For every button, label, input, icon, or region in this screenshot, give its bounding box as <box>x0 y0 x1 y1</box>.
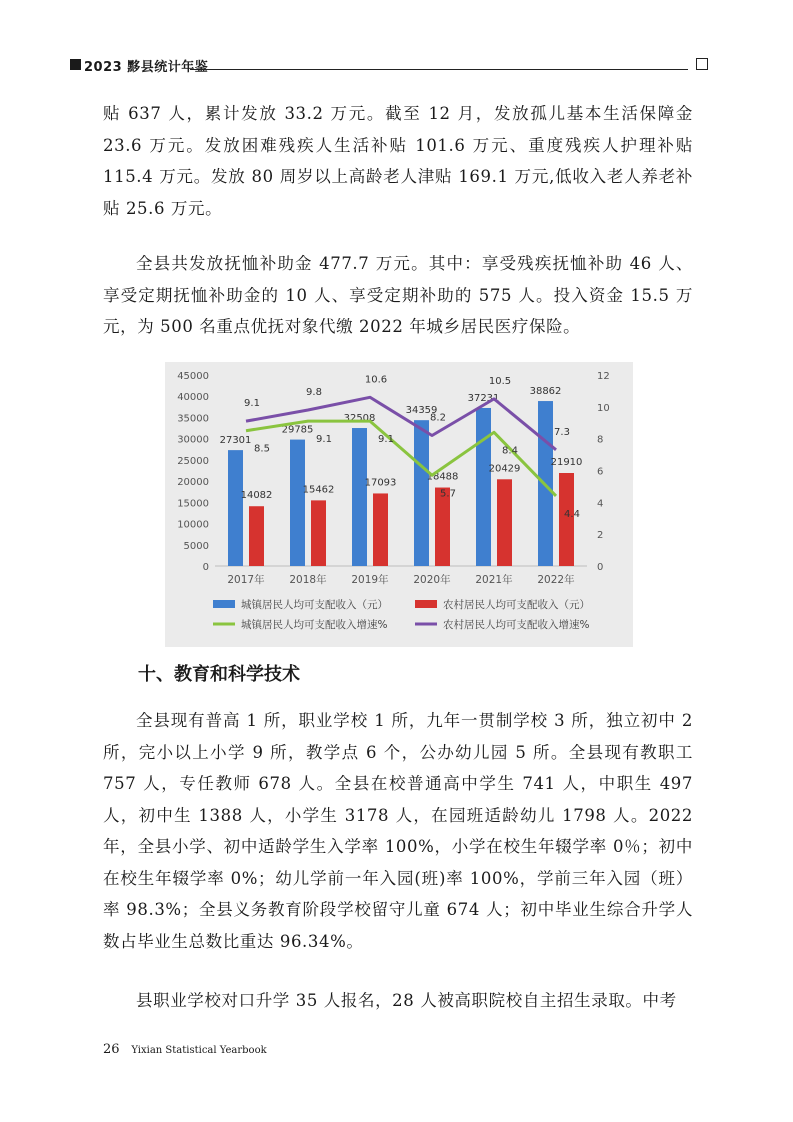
page-number: 26 <box>103 1042 120 1057</box>
legend-rural-income-label: 农村居民人均可支配收入（元） <box>443 599 590 611</box>
paragraph-4: 县职业学校对口升学 35 人报名，28 人被高职院校自主招生录取。中考 <box>136 991 677 1010</box>
legend-urban-income-label: 城镇居民人均可支配收入（元） <box>241 599 388 611</box>
urban-growth-data-label: 8.5 <box>254 443 270 455</box>
rural-growth-data-label: 9.8 <box>306 387 322 399</box>
x-axis-tick-label: 2020年 <box>413 574 451 586</box>
rural-income-bar <box>435 488 450 566</box>
rural-income-bar <box>249 506 264 566</box>
rural-income-data-label: 18488 <box>426 471 459 483</box>
right-axis-tick-label: 12 <box>597 371 610 382</box>
urban-income-data-label: 32508 <box>343 413 376 425</box>
urban-income-bar <box>414 420 429 566</box>
urban-income-data-label: 38862 <box>529 386 562 398</box>
left-axis-tick-label: 15000 <box>177 498 209 510</box>
x-axis-tick-label: 2018年 <box>289 574 327 586</box>
x-axis-tick-label: 2019年 <box>351 574 389 586</box>
rural-income-data-label: 21910 <box>550 457 583 469</box>
rural-income-bar <box>497 479 512 566</box>
x-axis-tick-label: 2021年 <box>475 574 513 586</box>
left-axis-tick-label: 20000 <box>177 477 209 489</box>
legend-urban-growth-label: 城镇居民人均可支配收入增速% <box>241 619 388 631</box>
left-axis-tick-label: 35000 <box>177 413 209 425</box>
urban-income-data-label: 34359 <box>405 405 438 417</box>
urban-income-bar <box>290 440 305 566</box>
right-axis-tick-label: 0 <box>597 562 604 573</box>
urban-growth-data-label: 8.4 <box>502 445 518 457</box>
header-title: 2023 黟县统计年鉴 <box>84 60 209 75</box>
right-axis-tick-label: 10 <box>597 402 610 414</box>
header-square-icon <box>70 59 81 70</box>
legend-urban-income-swatch <box>213 600 235 608</box>
right-axis-tick-label: 6 <box>597 466 604 478</box>
left-axis-tick-label: 25000 <box>177 455 209 467</box>
urban-income-data-label: 27301 <box>219 435 252 447</box>
left-axis-tick-label: 5000 <box>183 540 209 552</box>
x-axis-tick-label: 2022年 <box>537 574 575 586</box>
urban-income-bar <box>352 428 367 566</box>
urban-growth-data-label: 4.4 <box>564 508 580 520</box>
rural-income-data-label: 15462 <box>302 484 335 496</box>
left-axis-tick-label: 40000 <box>177 392 209 404</box>
x-axis-tick-label: 2017年 <box>227 574 265 586</box>
rural-income-data-label: 17093 <box>364 477 397 489</box>
urban-income-data-label: 37231 <box>467 392 500 404</box>
paragraph-3: 全县现有普高 1 所，职业学校 1 所，九年一贯制学校 3 所，独立初中 2 所，完小以上小学 9 所，教学点 6 个，公办幼儿园 5 所。全县现有教职工 757 人，专任教师 678 人。全县在校普通高中学生 741 人，中职生 497 人，初中生 1388 人，小学生 3178 人，在园班适龄幼儿 1798 人。2022 年，全县小学、初中适龄学生入学率 100%，小学在校生年辍学率 0％；初中在校生年辍学率 0%；幼儿学前一年入园(班)率 100%，学前三年入园（班）率 98.3%；全县义务教育阶段学校留守儿童 674 人；初中毕业生综合升学人数占毕业生总数比重达 96.34%。 <box>103 711 693 951</box>
income-chart <box>165 362 633 647</box>
rural-income-bar <box>373 493 388 566</box>
header-rule <box>190 69 688 70</box>
section-heading: 十、教育和科学技术 <box>138 664 300 685</box>
right-axis-tick-label: 2 <box>597 530 604 542</box>
header-box-icon <box>696 58 708 70</box>
urban-income-bar <box>228 450 243 566</box>
urban-income-data-label: 29785 <box>281 424 314 436</box>
paragraph-1: 贴 637 人，累计发放 33.2 万元。截至 12 月，发放孤儿基本生活保障金 23.6 万元。发放困难残疾人生活补贴 101.6 万元、重度残疾人护理补贴 115.4 万元。发放 80 周岁以上高龄老人津贴 169.1 万元,低收入老人养老补贴 25.6 万元。 <box>103 104 693 218</box>
left-axis-tick-label: 10000 <box>177 519 209 531</box>
running-header <box>70 55 710 75</box>
urban-growth-data-label: 5.7 <box>440 488 456 500</box>
paragraph-2: 全县共发放抚恤补助金 477.7 万元。其中：享受残疾抚恤补助 46 人、享受定期抚恤补助金的 10 人、享受定期补助的 575 人。投入资金 15.5 万元，为 500 名重点优抚对象代缴 2022 年城乡居民医疗保险。 <box>103 254 693 336</box>
right-axis-tick-label: 8 <box>597 434 604 446</box>
urban-income-bar <box>476 408 491 566</box>
rural-growth-data-label: 9.1 <box>244 398 260 410</box>
income-chart-svg <box>165 362 633 647</box>
urban-growth-data-label: 9.1 <box>378 434 394 446</box>
rural-growth-data-label: 10.6 <box>364 374 388 386</box>
legend-rural-growth-label: 农村居民人均可支配收入增速% <box>443 619 590 631</box>
rural-growth-data-label: 10.5 <box>488 375 512 387</box>
left-axis-tick-label: 0 <box>202 562 209 573</box>
rural-income-data-label: 14082 <box>240 490 273 502</box>
rural-income-data-label: 20429 <box>488 463 521 475</box>
right-axis-tick-label: 4 <box>597 498 604 510</box>
rural-growth-data-label: 7.3 <box>554 426 570 438</box>
left-axis-tick-label: 30000 <box>177 434 209 446</box>
rural-income-bar <box>311 500 326 566</box>
rural-growth-data-label: 8.2 <box>430 412 446 424</box>
left-axis-tick-label: 45000 <box>177 371 209 382</box>
book-name: Yixian Statistical Yearbook <box>131 1045 267 1056</box>
urban-growth-data-label: 9.1 <box>316 434 332 446</box>
legend-rural-income-swatch <box>415 600 437 608</box>
page-footer <box>103 1042 267 1057</box>
